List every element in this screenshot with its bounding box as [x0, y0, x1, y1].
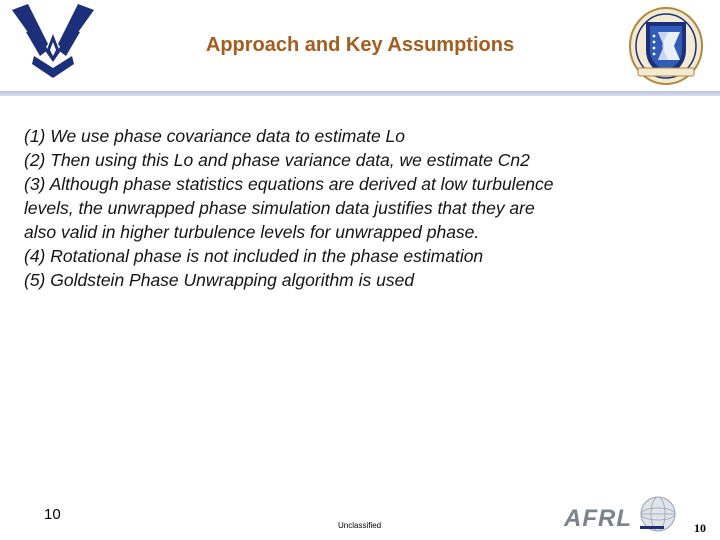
body-line: also valid in higher turbulence levels for unwrapped phase.	[24, 222, 480, 242]
body-line: (4) Rotational phase is not included in the phase estimation	[24, 246, 484, 266]
header-divider	[0, 91, 720, 96]
body-line: (1) We use phase covariance data to estimate Lo	[24, 126, 406, 146]
command-shield-emblem-icon	[628, 6, 704, 86]
body-line: (5) Goldstein Phase Unwrapping algorithm is used	[24, 270, 415, 290]
afrl-logo-text: AFRL	[564, 505, 632, 532]
air-force-wings-icon	[10, 4, 96, 82]
slide-number-left: 10	[44, 506, 61, 523]
slide-title: Approach and Key Assumptions	[205, 34, 515, 56]
classification-label: Unclassified	[338, 521, 382, 530]
body-line: levels, the unwrapped phase simulation data justifies that they are	[24, 198, 535, 218]
body-line: (3) Although phase statistics equations are derived at low turbulence	[24, 174, 554, 194]
body-text	[24, 124, 694, 292]
body-line: (2) Then using this Lo and phase variance data, we estimate Cn2	[24, 150, 530, 170]
afrl-globe-logo-icon	[562, 496, 684, 536]
slide-number-right: 10	[694, 521, 706, 535]
